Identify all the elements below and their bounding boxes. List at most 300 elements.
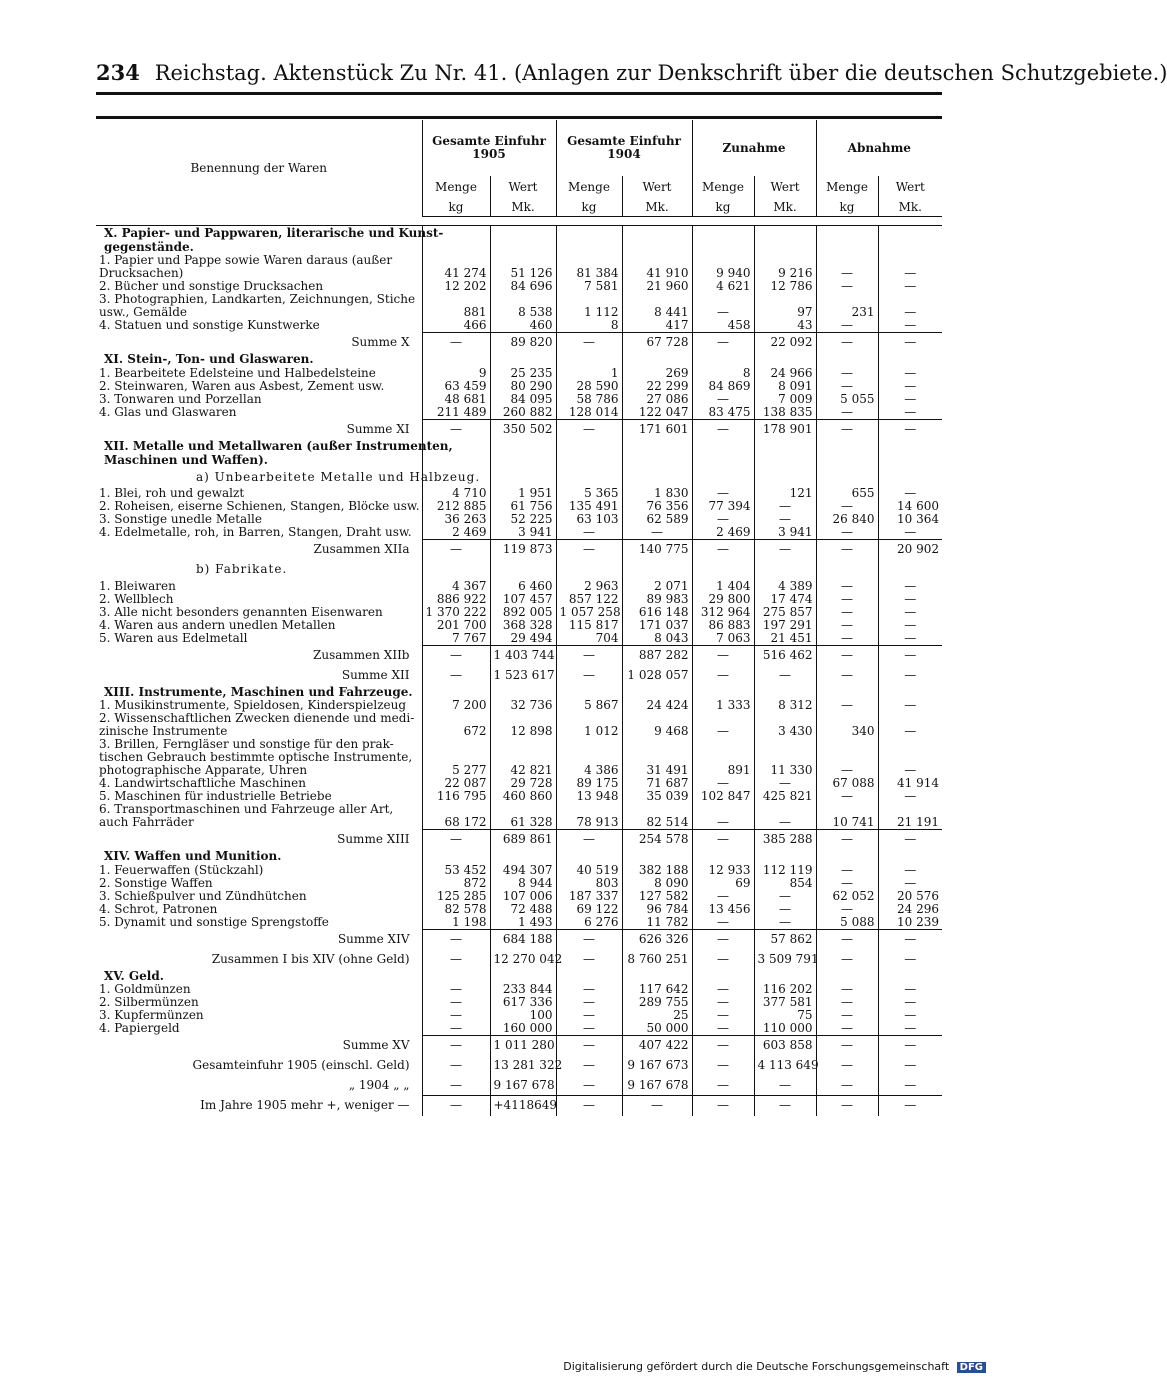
cell-value: 9 167 673: [622, 1056, 692, 1076]
row-label: Drucksachen): [99, 266, 184, 280]
cell-value: [754, 685, 816, 699]
cell-value: —: [878, 830, 942, 850]
cell-value: —: [816, 619, 878, 632]
cell-value: [556, 560, 622, 580]
cell-value: 886 922: [422, 593, 490, 606]
row-label: X. Papier- und Pappwaren, literarische und Kunst-: [104, 225, 444, 240]
cell-value: —: [692, 777, 754, 790]
cell-value: —: [692, 1076, 754, 1096]
cell-value: —: [422, 1022, 490, 1036]
cell-value: [754, 226, 816, 241]
cell-value: —: [816, 319, 878, 333]
table-row: [96, 333, 942, 353]
row-label: auch Fahrräder: [99, 815, 194, 830]
cell-value: —: [878, 306, 942, 319]
row-label: XII. Metalle und Metallwaren (außer Instrumenten,: [104, 438, 453, 453]
cell-value: —: [422, 1096, 490, 1116]
table-row: [96, 890, 942, 903]
cell-value: 385 288: [754, 830, 816, 850]
footer: [563, 1360, 986, 1373]
cell-value: 3 941: [490, 526, 556, 540]
cell-value: —: [556, 1009, 622, 1022]
cell-value: 9 468: [622, 725, 692, 738]
cell-value: —: [816, 406, 878, 420]
cell-value: —: [692, 393, 754, 406]
table-row: [96, 367, 942, 380]
row-label: 4. Glas und Glaswaren: [99, 404, 237, 419]
cell-value: 407 422: [622, 1036, 692, 1056]
import-table: [96, 120, 942, 1116]
table-row: [96, 665, 942, 685]
cell-value: [692, 226, 754, 241]
table-row: [96, 877, 942, 890]
cell-value: —: [816, 1076, 878, 1096]
cell-value: [556, 353, 622, 367]
cell-value: 178 901: [754, 419, 816, 439]
cell-value: 61 756: [490, 500, 556, 513]
cell-value: 67 728: [622, 333, 692, 353]
table-row: [96, 560, 942, 580]
cell-value: 115 817: [556, 619, 622, 632]
cell-value: [692, 560, 754, 580]
cell-value: 89 983: [622, 593, 692, 606]
row-label: photographische Apparate, Uhren: [99, 763, 308, 777]
cell-value: 61 328: [490, 816, 556, 830]
cell-value: —: [816, 929, 878, 949]
cell-value: —: [692, 1096, 754, 1116]
table-row: [96, 306, 942, 319]
cell-value: —: [692, 665, 754, 685]
cell-value: 171 037: [622, 619, 692, 632]
cell-value: —: [878, 1076, 942, 1096]
row-label: 3. Sonstige unedle Metalle: [99, 512, 262, 526]
cell-value: 655: [816, 487, 878, 500]
table-row: [96, 406, 942, 420]
column-group-1904: Gesamte Einfuhr 1904: [556, 120, 692, 176]
table-row: [96, 439, 942, 453]
cell-value: 1: [556, 367, 622, 380]
cell-value: [422, 738, 490, 751]
cell-value: 1 057 258: [556, 606, 622, 619]
cell-value: [556, 685, 622, 699]
row-label: Gesamteinfuhr 1905 (einschl. Geld): [192, 1058, 410, 1072]
cell-value: [878, 560, 942, 580]
cell-value: 58 786: [556, 393, 622, 406]
cell-value: —: [878, 665, 942, 685]
cell-value: —: [556, 1056, 622, 1076]
cell-value: 312 964: [692, 606, 754, 619]
cell-value: 892 005: [490, 606, 556, 619]
cell-value: 13 948: [556, 790, 622, 803]
cell-value: [490, 738, 556, 751]
cell-value: [490, 226, 556, 241]
cell-value: —: [556, 1096, 622, 1116]
cell-value: [556, 850, 622, 864]
cell-value: 466: [422, 319, 490, 333]
table-row: [96, 1076, 942, 1096]
row-label: 1. Blei, roh und gewalzt: [99, 486, 245, 500]
cell-value: 36 263: [422, 513, 490, 526]
cell-value: [622, 685, 692, 699]
cell-value: —: [816, 267, 878, 280]
cell-value: [422, 453, 490, 467]
table-row: [96, 916, 942, 930]
cell-value: [422, 353, 490, 367]
cell-value: 84 095: [490, 393, 556, 406]
cell-value: —: [754, 890, 816, 903]
table-row: [96, 619, 942, 632]
cell-value: —: [878, 929, 942, 949]
table-row: [96, 453, 942, 467]
cell-value: —: [692, 513, 754, 526]
cell-value: [422, 685, 490, 699]
cell-value: 10 364: [878, 513, 942, 526]
cell-value: —: [692, 306, 754, 319]
cell-value: 41 274: [422, 267, 490, 280]
cell-value: —: [692, 916, 754, 930]
cell-value: —: [692, 725, 754, 738]
cell-value: —: [816, 1096, 878, 1116]
cell-value: 1 830: [622, 487, 692, 500]
cell-value: —: [556, 929, 622, 949]
cell-value: 7 767: [422, 632, 490, 646]
column-group-1905: Gesamte Einfuhr 1905: [422, 120, 556, 176]
cell-value: 1 370 222: [422, 606, 490, 619]
cell-value: [490, 467, 556, 487]
cell-value: 72 488: [490, 903, 556, 916]
cell-value: 24 424: [622, 699, 692, 712]
column-qty: Menge: [422, 176, 490, 198]
cell-value: 8 043: [622, 632, 692, 646]
row-label: Maschinen und Waffen).: [104, 452, 268, 467]
cell-value: 35 039: [622, 790, 692, 803]
cell-value: —: [878, 1009, 942, 1022]
cell-value: —: [878, 526, 942, 540]
cell-value: 1 012: [556, 725, 622, 738]
cell-value: 1 404: [692, 580, 754, 593]
column-group-increase: Zunahme: [692, 120, 816, 176]
column-qty-unit: kg: [692, 198, 754, 217]
cell-value: —: [878, 877, 942, 890]
cell-value: —: [816, 380, 878, 393]
cell-value: 21 191: [878, 816, 942, 830]
cell-value: 3 430: [754, 725, 816, 738]
table-row: [96, 606, 942, 619]
cell-value: [754, 850, 816, 864]
cell-value: [556, 467, 622, 487]
row-label: 4. Statuen und sonstige Kunstwerke: [99, 318, 320, 333]
cell-value: [422, 969, 490, 983]
cell-value: —: [816, 632, 878, 646]
column-val-unit: Mk.: [754, 198, 816, 217]
cell-value: 24 296: [878, 903, 942, 916]
cell-value: [754, 353, 816, 367]
cell-value: 7 200: [422, 699, 490, 712]
cell-value: 12 933: [692, 864, 754, 877]
cell-value: [816, 850, 878, 864]
cell-value: 69: [692, 877, 754, 890]
header-rule: [96, 92, 942, 95]
cell-value: —: [878, 487, 942, 500]
cell-value: —: [878, 333, 942, 353]
cell-value: 80 290: [490, 380, 556, 393]
cell-value: 1 028 057: [622, 665, 692, 685]
cell-value: 617 336: [490, 996, 556, 1009]
cell-value: 4 367: [422, 580, 490, 593]
cell-value: [622, 453, 692, 467]
cell-value: 71 687: [622, 777, 692, 790]
cell-value: 112 119: [754, 864, 816, 877]
row-label: 3. Brillen, Ferngläser und sonstige für den prak-: [99, 737, 394, 751]
cell-value: [878, 240, 942, 254]
column-val: Wert: [754, 176, 816, 198]
table-row: [96, 419, 942, 439]
table-row: [96, 816, 942, 830]
cell-value: [490, 969, 556, 983]
cell-value: 14 600: [878, 500, 942, 513]
cell-value: —: [878, 380, 942, 393]
cell-value: 12 786: [754, 280, 816, 293]
cell-value: [622, 850, 692, 864]
table-row: [96, 1022, 942, 1036]
cell-value: —: [556, 1036, 622, 1056]
cell-value: 75: [754, 1009, 816, 1022]
cell-value: —: [878, 699, 942, 712]
cell-value: [622, 969, 692, 983]
cell-value: 53 452: [422, 864, 490, 877]
cell-value: 121: [754, 487, 816, 500]
cell-value: 382 188: [622, 864, 692, 877]
row-label: 2. Wellblech: [99, 591, 174, 606]
cell-value: 5 365: [556, 487, 622, 500]
cell-value: —: [422, 949, 490, 969]
cell-value: [816, 453, 878, 467]
cell-value: 8 944: [490, 877, 556, 890]
cell-value: 881: [422, 306, 490, 319]
cell-value: —: [878, 790, 942, 803]
cell-value: —: [816, 996, 878, 1009]
cell-value: —: [692, 949, 754, 969]
row-label: 5. Maschinen für industrielle Betriebe: [99, 789, 332, 803]
cell-value: —: [816, 606, 878, 619]
cell-value: 12 270 042: [490, 949, 556, 969]
cell-value: —: [816, 367, 878, 380]
cell-value: 6 276: [556, 916, 622, 930]
table-row: [96, 593, 942, 606]
cell-value: —: [816, 903, 878, 916]
cell-value: [692, 439, 754, 453]
cell-value: —: [816, 1022, 878, 1036]
cell-value: —: [556, 996, 622, 1009]
row-label: Im Jahre 1905 mehr +, weniger —: [200, 1098, 410, 1112]
table-top-rule: [96, 116, 942, 119]
cell-value: —: [556, 830, 622, 850]
cell-value: —: [878, 419, 942, 439]
row-label: 6. Transportmaschinen und Fahrzeuge aller Art,: [99, 802, 394, 816]
cell-value: 110 000: [754, 1022, 816, 1036]
table-row: [96, 632, 942, 646]
cell-value: 368 328: [490, 619, 556, 632]
cell-value: 100: [490, 1009, 556, 1022]
cell-value: 854: [754, 877, 816, 890]
cell-value: 20 902: [878, 540, 942, 560]
cell-value: 1 112: [556, 306, 622, 319]
cell-value: [490, 685, 556, 699]
cell-value: 22 299: [622, 380, 692, 393]
cell-value: 20 576: [878, 890, 942, 903]
cell-value: 9 167 678: [490, 1076, 556, 1096]
cell-value: —: [754, 665, 816, 685]
cell-value: 48 681: [422, 393, 490, 406]
cell-value: [622, 353, 692, 367]
row-label: Summe XII: [341, 667, 410, 682]
page-header: [96, 58, 1167, 88]
cell-value: —: [878, 593, 942, 606]
cell-value: 12 202: [422, 280, 490, 293]
table-row: [96, 226, 942, 241]
cell-value: 62 052: [816, 890, 878, 903]
cell-value: 197 291: [754, 619, 816, 632]
cell-value: 107 006: [490, 890, 556, 903]
cell-value: 128 014: [556, 406, 622, 420]
cell-value: —: [816, 1009, 878, 1022]
cell-value: 9 216: [754, 267, 816, 280]
column-qty-unit: kg: [816, 198, 878, 217]
cell-value: [490, 560, 556, 580]
cell-value: 8 090: [622, 877, 692, 890]
cell-value: [816, 240, 878, 254]
cell-value: 62 589: [622, 513, 692, 526]
cell-value: —: [878, 267, 942, 280]
cell-value: —: [422, 665, 490, 685]
cell-value: —: [816, 280, 878, 293]
cell-value: —: [422, 983, 490, 996]
cell-value: 81 384: [556, 267, 622, 280]
cell-value: —: [816, 1036, 878, 1056]
cell-value: —: [692, 333, 754, 353]
cell-value: 8 091: [754, 380, 816, 393]
cell-value: 27 086: [622, 393, 692, 406]
row-label: 3. Kupfermünzen: [99, 1008, 204, 1022]
table-row: [96, 903, 942, 916]
cell-value: [878, 226, 942, 241]
cell-value: 803: [556, 877, 622, 890]
cell-value: —: [556, 333, 622, 353]
cell-value: 425 821: [754, 790, 816, 803]
cell-value: [422, 240, 490, 254]
cell-value: 8 441: [622, 306, 692, 319]
table-row: [96, 830, 942, 850]
cell-value: 86 883: [692, 619, 754, 632]
cell-value: —: [816, 645, 878, 665]
cell-value: —: [754, 1096, 816, 1116]
table-row: [96, 969, 942, 983]
row-label: 1. Feuerwaffen (Stückzahl): [99, 862, 264, 877]
cell-value: —: [556, 665, 622, 685]
row-label: Zusammen I bis XIV (ohne Geld): [211, 951, 410, 966]
cell-value: 28 590: [556, 380, 622, 393]
column-val-unit: Mk.: [622, 198, 692, 217]
cell-value: —: [556, 983, 622, 996]
cell-value: 260 882: [490, 406, 556, 420]
cell-value: —: [754, 903, 816, 916]
row-label: Summe XIII: [337, 832, 410, 846]
cell-value: [622, 738, 692, 751]
page-title: Reichstag. Aktenstück Zu Nr. 41. (Anlagen zur Denkschrift über die deutschen Schutzgebiete.): [154, 61, 1167, 85]
cell-value: 494 307: [490, 864, 556, 877]
cell-value: 25: [622, 1009, 692, 1022]
cell-value: —: [556, 526, 622, 540]
table-row: [96, 540, 942, 560]
cell-value: [622, 467, 692, 487]
cell-value: [816, 560, 878, 580]
table-row: [96, 850, 942, 864]
cell-value: 83 475: [692, 406, 754, 420]
row-label: Summe XIV: [337, 931, 410, 946]
cell-value: [754, 560, 816, 580]
cell-value: 9 940: [692, 267, 754, 280]
cell-value: —: [692, 419, 754, 439]
row-label: XIV. Waffen und Munition.: [104, 849, 282, 863]
cell-value: 52 225: [490, 513, 556, 526]
cell-value: —: [556, 949, 622, 969]
cell-value: —: [422, 1076, 490, 1096]
cell-value: —: [878, 1022, 942, 1036]
cell-value: [754, 453, 816, 467]
cell-value: 11 330: [754, 764, 816, 777]
cell-value: —: [816, 593, 878, 606]
row-label: 1. Papier und Pappe sowie Waren daraus (außer: [99, 253, 393, 267]
row-label: 1. Goldmünzen: [99, 982, 191, 996]
cell-value: 117 642: [622, 983, 692, 996]
cell-value: 8 312: [754, 699, 816, 712]
cell-value: 1 333: [692, 699, 754, 712]
table-row: [96, 929, 942, 949]
cell-value: [556, 738, 622, 751]
cell-value: [878, 439, 942, 453]
table-row: [96, 685, 942, 699]
row-label: usw., Gemälde: [99, 305, 188, 319]
cell-value: 2 963: [556, 580, 622, 593]
cell-value: 2 469: [422, 526, 490, 540]
cell-value: [622, 226, 692, 241]
cell-value: 1 493: [490, 916, 556, 930]
cell-value: —: [556, 419, 622, 439]
cell-value: —: [422, 1036, 490, 1056]
cell-value: —: [692, 1009, 754, 1022]
cell-value: —: [556, 540, 622, 560]
dfg-logo: DFG: [957, 1362, 986, 1373]
cell-value: 350 502: [490, 419, 556, 439]
cell-value: 40 519: [556, 864, 622, 877]
row-label: 3. Alle nicht besonders genannten Eisenwaren: [99, 604, 383, 619]
cell-value: 460: [490, 319, 556, 333]
cell-value: 135 491: [556, 500, 622, 513]
cell-value: 10 741: [816, 816, 878, 830]
cell-value: —: [878, 1036, 942, 1056]
cell-value: —: [692, 1036, 754, 1056]
row-label: Summe XI: [346, 421, 410, 436]
row-label: 4. Waren aus andern unedlen Metallen: [99, 617, 336, 632]
cell-value: [754, 439, 816, 453]
cell-value: —: [878, 645, 942, 665]
cell-value: 78 913: [556, 816, 622, 830]
table-body: [96, 226, 942, 1116]
cell-value: [816, 353, 878, 367]
cell-value: 1 951: [490, 487, 556, 500]
column-qty: Menge: [816, 176, 878, 198]
row-label: Zusammen XIIb: [313, 647, 410, 662]
